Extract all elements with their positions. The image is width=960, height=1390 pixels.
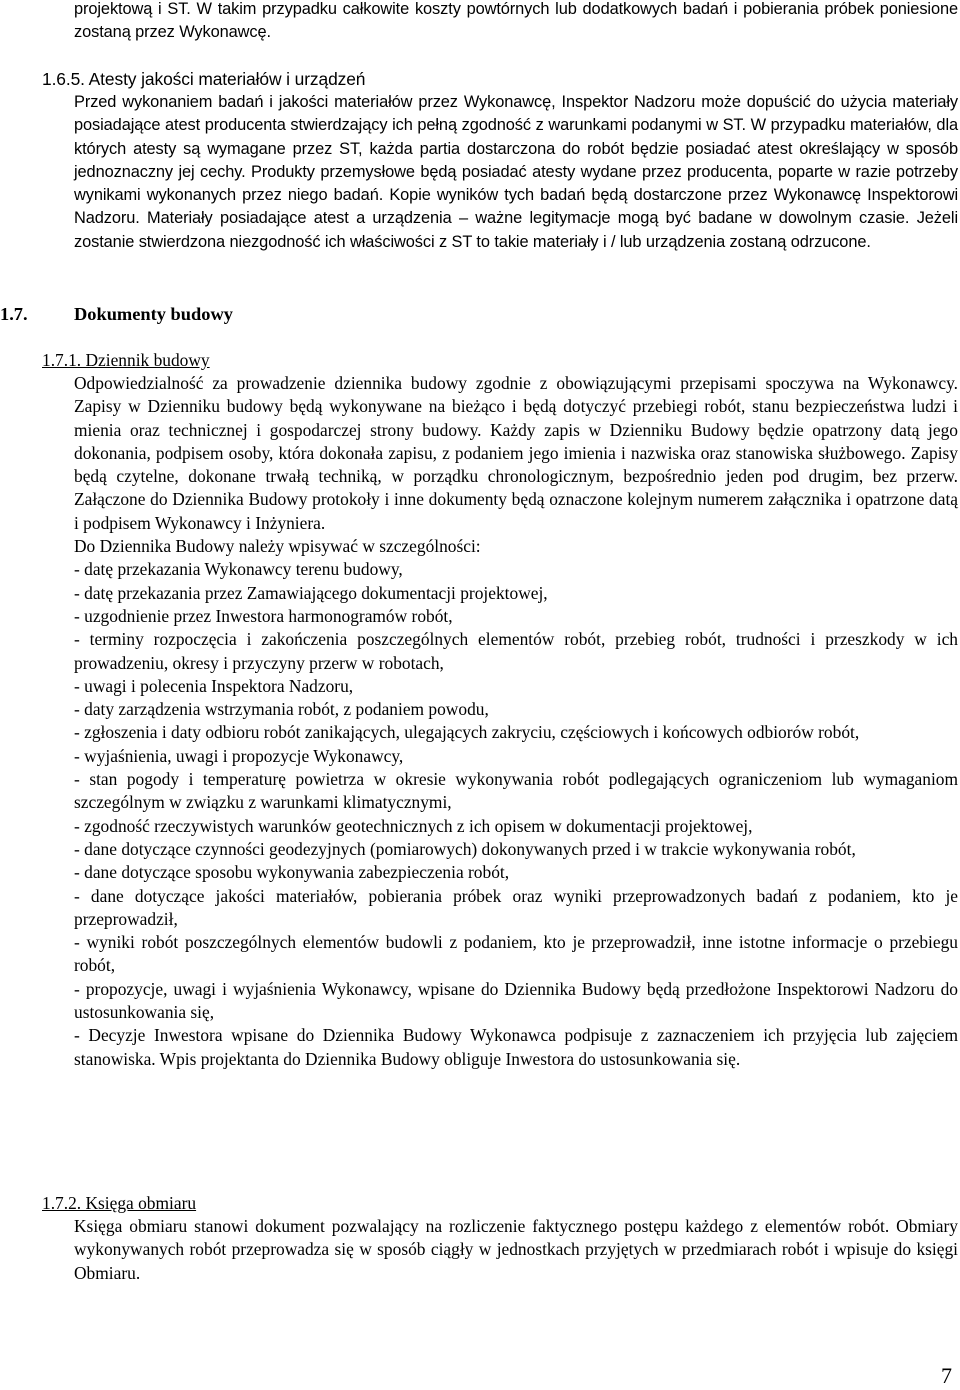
section-165-heading: 1.6.5. Atesty jakości materiałów i urządzeń — [42, 69, 366, 89]
section-172-paragraph — [74, 1215, 958, 1285]
section-171-text: Odpowiedzialność za prowadzenie dziennika budowy zgodnie z obowiązującymi przepisami spoczywa na Wykonawcy. Zapisy w Dzienniku budowy będą wykonywane na bieżąco i będą dotyczyć przebiegi robót, stanu bezpieczeństwa ludzi i mienia oraz technicznej i gospodarczej strony budowy. Każdy zapis w Dzienniku Budowy będzie opatrzony datą jego dokonania, podpisem osoby, która dokonała zapisu, z podaniem jego imienia i nazwiska oraz stanowiska służbowego. Zapisy będą czytelne, dokonane trwałą techniką, w porządku chronologicznym, bezpośrednio jeden pod drugim, bez przerw. Załączone do Dziennika Budowy protokoły i inne dokumenty będą oznaczone kolejnym numerem załącznika i opatrzone datą i podpisem Wykonawcy i Inżyniera. — [74, 373, 958, 533]
section-171-body — [74, 372, 958, 1071]
list-item: - wyniki robót poszczególnych elementów budowli z podaniem, kto je przeprowadził, inne istotne informacje o przebiegu robót, — [74, 932, 958, 976]
list-item: - uzgodnienie przez Inwestora harmonogramów robót, — [74, 605, 453, 626]
list-item: - uwagi i polecenia Inspektora Nadzoru, — [74, 675, 354, 696]
list-item: - dane dotyczące czynności geodezyjnych (pomiarowych) dokonywanych przed i w trakcie wykonywania robót, — [74, 838, 856, 859]
list-item: - Decyzje Inwestora wpisane do Dziennika Budowy Wykonawca podpisuje z zaznaczeniem ich przyjęcia lub zajęciem stanowiska. Wpis projektanta do Dziennika Budowy obliguje Inwestora do ustosunkowania się. — [74, 1025, 958, 1069]
section-17-number: 1.7. — [0, 304, 28, 324]
section-171-heading: 1.7.1. Dziennik budowy — [42, 350, 210, 370]
intro-text: projektową i ST. W takim przypadku całkowite koszty powtórnych lub dodatkowych badań i pobierania próbek poniesione zostaną przez Wykonawcę. — [74, 0, 958, 42]
list-item: - stan pogody i temperaturę powietrza w okresie wykonywania robót podlegających ograniczeniom lub wymaganiom szczególnym w związku z warunkami klimatycznymi, — [74, 769, 958, 813]
list-item: - datę przekazania przez Zamawiającego dokumentacji projektowej, — [74, 582, 548, 603]
intro-paragraph — [74, 0, 958, 45]
section-165-text: Przed wykonaniem badań i jakości materiałów przez Wykonawcę, Inspektor Nadzoru może dopuścić do użycia materiały posiadające atest producenta stwierdzający ich pełną zgodność z warunkami podanymi w ST. W przypadku materiałów, dla których atesty są wymagane przez ST, każda partia dostarczona do robót będzie posiadać atest określający w sposób jednoznaczny jej cechy. Produkty przemysłowe będą posiadać atesty wydane przez producenta, poparte w razie potrzeby wynikami wykonanych przez niego badań. Kopie wyników tych badań będą dostarczone przez Wykonawcę Inspektorowi Nadzoru. Materiały posiadające atest a urządzenia – ważne legitymacje mogą być badane w dowolnym czasie. Jeżeli zostanie stwierdzona niezgodność ich właściwości z ST to takie materiały i / lub urządzenia zostaną odrzucone. — [74, 93, 958, 251]
section-171-list — [74, 558, 958, 1071]
section-172-heading: 1.7.2. Księga obmiaru — [42, 1193, 197, 1213]
list-item: - terminy rozpoczęcia i zakończenia poszczególnych elementów robót, przebieg robót, trudności i przeszkody w ich prowadzeniu, okresy i przyczyny przerw w robotach, — [74, 629, 958, 673]
list-item: - zgłoszenia i daty odbioru robót zanikających, ulegających zakryciu, częściowych i końcowych odbiorów robót, — [74, 722, 860, 743]
list-item: - dane dotyczące jakości materiałów, pobierania próbek oraz wyniki przeprowadzonych badań z podaniem, kto je przeprowadził, — [74, 885, 958, 929]
section-172-text: Księga obmiaru stanowi dokument pozwalający na rozliczenie faktycznego postępu każdego z elementów robót. Obmiary wykonywanych robót przeprowadza się w sposób ciągły w jednostkach przyjętych w przedmiarach robót i wpisuje do księgi Obmiaru. — [74, 1216, 958, 1283]
page-number: 7 — [941, 1363, 952, 1388]
list-item: - dane dotyczące sposobu wykonywania zabezpieczenia robót, — [74, 862, 510, 883]
list-item: - daty zarządzenia wstrzymania robót, z podaniem powodu, — [74, 699, 489, 720]
list-item: - zgodność rzeczywistych warunków geotechnicznych z ich opisem w dokumentacji projektowej, — [74, 815, 753, 836]
section-165-paragraph — [74, 91, 958, 254]
list-item: - datę przekazania Wykonawcy terenu budowy, — [74, 559, 403, 580]
section-17-title: Dokumenty budowy — [74, 304, 233, 324]
list-item: - propozycje, uwagi i wyjaśnienia Wykonawcy, wpisane do Dziennika Budowy będą przedłożone Inspektorowi Nadzoru do ustosunkowania się, — [74, 978, 958, 1023]
section-171-list-intro: Do Dziennika Budowy należy wpisywać w szczególności: — [74, 536, 481, 557]
list-item: - wyjaśnienia, uwagi i propozycje Wykonawcy, — [74, 745, 404, 766]
